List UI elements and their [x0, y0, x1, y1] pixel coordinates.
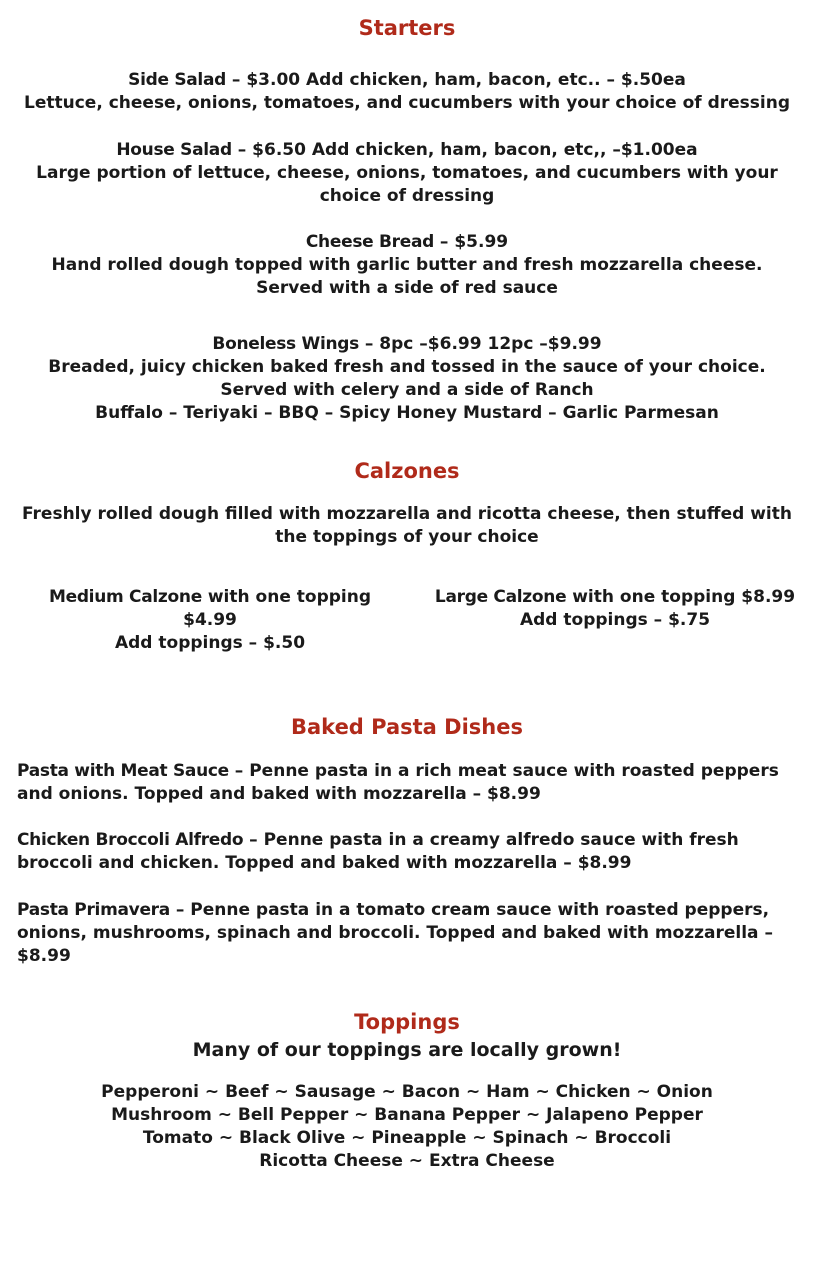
item-name: House Salad — [116, 140, 232, 160]
item-price: – $5.99 — [434, 232, 509, 252]
pasta-heading: Baked Pasta Dishes — [290, 715, 523, 739]
toppings-subheading — [20, 1038, 794, 1062]
item-addon: Add toppings – $.50 — [114, 633, 306, 653]
pasta-primavera-item — [17, 899, 807, 968]
item-price: – $6.50 Add chicken, ham, bacon, etc,, –$1.00ea — [231, 140, 698, 160]
item-description: Large portion of lettuce, cheese, onions, tomatoes, and cucumbers with your choice of dressing — [36, 163, 778, 206]
item-price: – 8pc –$6.99 12pc –$9.99 — [358, 334, 602, 354]
calzones-description — [20, 503, 794, 549]
large-calzone-item — [420, 586, 810, 632]
item-description: Lettuce, cheese, onions, tomatoes, and cucumbers with your choice of dressing — [24, 93, 790, 113]
item-name: Boneless Wings — [212, 334, 359, 354]
item-detail: with one topping $8.99 — [566, 587, 796, 607]
item-description: – Penne pasta in a tomato cream sauce with roasted peppers, onions, mushrooms, spinach and broccoli. Topped and baked with mozzarella – $8.99 — [17, 900, 773, 966]
toppings-line: Tomato ~ Black Olive ~ Pineapple ~ Spinach ~ Broccoli — [142, 1128, 672, 1148]
item-description-2: Served with celery and a side of Ranch — [220, 380, 594, 400]
toppings-heading: Toppings — [354, 1010, 460, 1034]
toppings-line: Pepperoni ~ Beef ~ Sausage ~ Bacon ~ Ham ~ Chicken ~ Onion — [101, 1082, 713, 1102]
toppings-line: Ricotta Cheese ~ Extra Cheese — [259, 1151, 555, 1171]
item-price: – $3.00 Add chicken, ham, bacon, etc.. – $.50ea — [226, 70, 686, 90]
item-name: Side Salad — [128, 70, 226, 90]
item-name: Pasta with Meat Sauce — [17, 761, 229, 781]
pasta-meat-sauce-item — [17, 760, 807, 806]
item-description: – Penne pasta in a creamy alfredo sauce with fresh broccoli and chicken. Topped and baked with mozzarella – $8.99 — [17, 830, 739, 873]
boneless-wings-item — [20, 333, 794, 425]
toppings-line: Mushroom ~ Bell Pepper ~ Banana Pepper ~ Jalapeno Pepper — [111, 1105, 703, 1125]
item-description: Hand rolled dough topped with garlic butter and fresh mozzarella cheese. Served with a side of red sauce — [51, 255, 763, 298]
calzones-heading: Calzones — [354, 459, 460, 483]
side-salad-item — [20, 69, 794, 115]
chicken-alfredo-item — [17, 829, 807, 875]
cheese-bread-item — [20, 231, 794, 300]
starters-heading: Starters — [358, 16, 456, 40]
item-name: Large Calzone — [434, 587, 567, 607]
toppings-list — [20, 1081, 794, 1173]
item-description: Breaded, juicy chicken baked fresh and tossed in the sauce of your choice. — [48, 357, 766, 377]
medium-calzone-item — [40, 586, 380, 655]
item-name: Cheese Bread — [305, 232, 434, 252]
item-name: Chicken Broccoli Alfredo — [17, 830, 244, 850]
item-detail: with one topping $4.99 — [183, 587, 372, 630]
house-salad-item — [20, 139, 794, 208]
item-name: Medium Calzone — [48, 587, 202, 607]
toppings-subheading-text: Many of our toppings are locally grown! — [192, 1039, 622, 1061]
item-name: Pasta Primavera — [17, 900, 170, 920]
item-addon: Add toppings – $.75 — [519, 610, 711, 630]
item-description: – Penne pasta in a rich meat sauce with roasted peppers and onions. Topped and baked with mozzarella – $8.99 — [17, 761, 779, 804]
sauce-list: Buffalo – Teriyaki – BBQ – Spicy Honey Mustard – Garlic Parmesan — [95, 403, 719, 423]
calzones-description-text: Freshly rolled dough filled with mozzarella and ricotta cheese, then stuffed with the toppings of your choice — [22, 504, 792, 547]
